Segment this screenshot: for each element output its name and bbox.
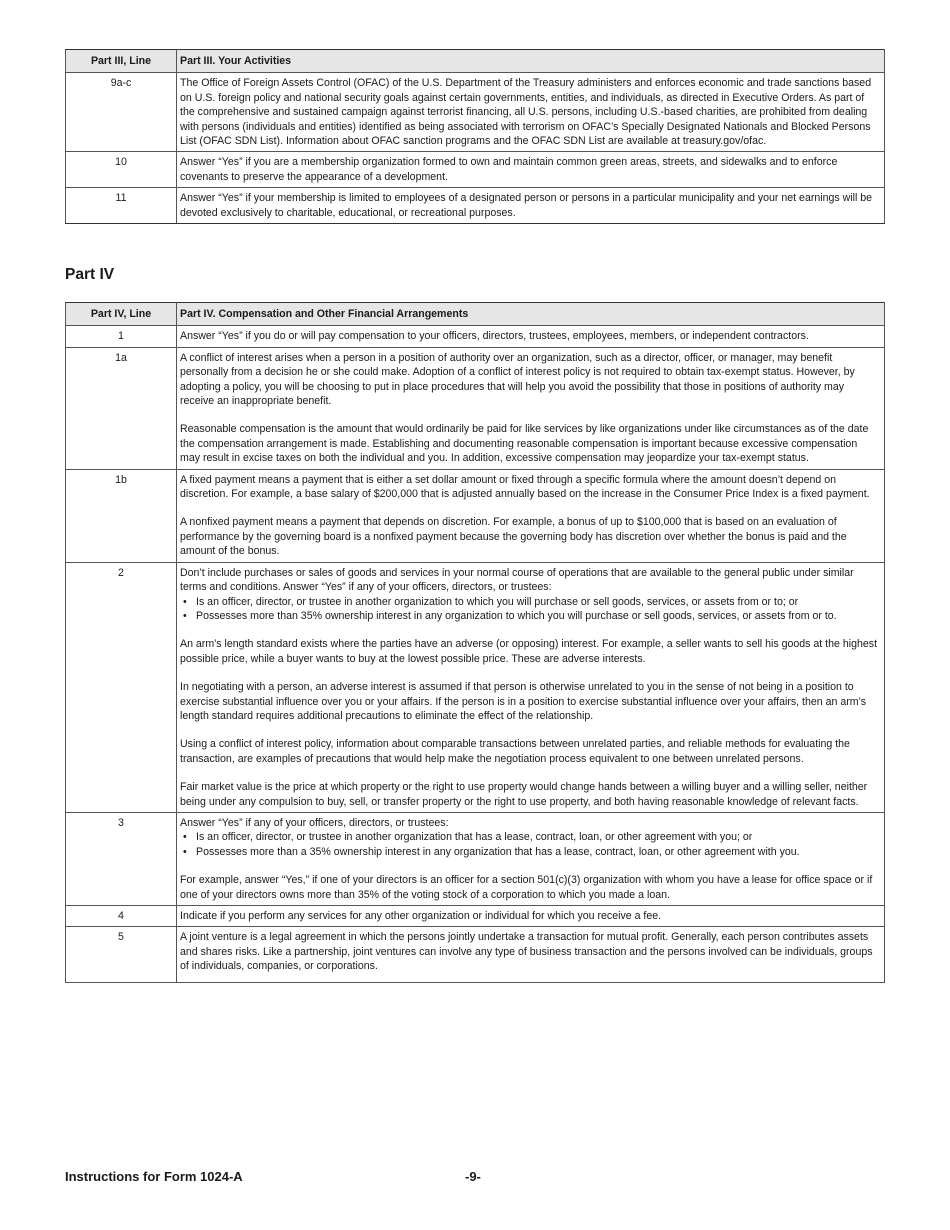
line-text (177, 469, 885, 562)
line-text: A joint venture is a legal agreement in which the persons jointly undertake a transaction for mutual profit. Generally, each person contributes assets and shares risks. Like a partnership, joint ventures can involve any type of business transaction and the persons involved can be individuals, groups of individuals, companies, or corporations. (177, 927, 885, 982)
line-number: 3 (66, 812, 177, 905)
line-text (177, 347, 885, 469)
paragraph: A fixed payment means a payment that is either a set dollar amount or fixed through a specific formula where the amount doesn’t depend on discretion. For example, a base salary of $200,000 that is adjusted annually based on the increase in the Consumer Price Index is a fixed payment. (180, 473, 870, 501)
line-text: Indicate if you perform any services for any other organization or individual for which you receive a fee. (177, 906, 885, 927)
bullet-item: • Is an officer, director, or trustee in another organization that has a lease, contract, loan, or other agreement with you; or (180, 830, 880, 844)
paragraph: In negotiating with a person, an adverse interest is assumed if that person is otherwise unrelated to you in the sense of not being in a position to exercise substantial influence over you or your affairs. If the person is in a position to exercise substantial influence over your affairs, then an arm’s length standard requires additional precautions to eliminate the effect of the relationship. (180, 681, 867, 722)
line-number: 11 (66, 188, 177, 224)
line-text: Answer “Yes” if you are a membership organization formed to own and maintain common green areas, streets, and sidewalks and to enforce covenants to preserve the appearance of a development. (177, 152, 885, 188)
bullet-item: • Possesses more than 35% ownership interest in any organization to which you will purchase or sell goods, services, or assets from or to. (180, 609, 880, 623)
part4-table (65, 302, 885, 983)
line-number: 1b (66, 469, 177, 562)
paragraph: A conflict of interest arises when a person in a position of authority over an organization, such as a director, officer, or manager, may benefit personally from a decision he or she could make. Adoption of a conflict of interest policy is not required to obtain tax-exempt status. However, by adopting a policy, you will be choosing to put in place procedures that will help you avoid the possibility that those in positions of authority may receive an inappropriate benefit. (180, 351, 855, 408)
table-header-row (66, 303, 885, 326)
table-row (66, 152, 885, 188)
paragraph (180, 566, 880, 624)
table-row (66, 326, 885, 347)
paragraph: Reasonable compensation is the amount that would ordinarily be paid for like services by like organizations under like circumstances as of the date the compensation arrangement is made. Establishing and documenting reasonable compensation is important because excessive compensation may result in excise taxes on both the individual and you. In addition, excessive compensation may jeopardize your tax-exempt status. (180, 423, 869, 465)
col-header-line: Part III, Line (66, 50, 177, 73)
line-number: 1a (66, 347, 177, 469)
paragraph: A nonfixed payment means a payment that depends on discretion. For example, a bonus of up to $100,000 that is based on an evaluation of performance by the governing board is a nonfixed payment because the governing body has discretion over whether the bonus is paid and the amount of the bonus. (180, 516, 847, 558)
table-row (66, 906, 885, 927)
paragraph-intro: Answer “Yes” if any of your officers, directors, or trustees: (180, 816, 449, 829)
line-number: 1 (66, 326, 177, 347)
line-number: 2 (66, 562, 177, 812)
line-number: 4 (66, 906, 177, 927)
bullet-item: • Possesses more than a 35% ownership interest in any organization that has a lease, contract, loan, or other agreement with you. (180, 845, 880, 859)
footer-form-title: Instructions for Form 1024-A (65, 1169, 243, 1184)
bullet-list (180, 830, 880, 859)
paragraph: Using a conflict of interest policy, information about comparable transactions between unrelated parties, and reliable methods for evaluating the transaction, are examples of precautions that would help make the negotiation process equivalent to one between unrelated persons. (180, 738, 850, 765)
col-header-title: Part IV. Compensation and Other Financial Arrangements (177, 303, 885, 326)
line-number: 5 (66, 927, 177, 982)
table-row (66, 927, 885, 982)
part3-table (65, 49, 885, 224)
section-heading: Part IV (65, 266, 115, 283)
paragraph (180, 816, 880, 859)
line-text: The Office of Foreign Assets Control (OFAC) of the U.S. Department of the Treasury administers and enforces economic and trade sanctions based on U.S. foreign policy and national security goals against certain governments, entities, and individuals, as directed in Executive Orders. As part of the comprehensive and sustained campaign against terrorist financing, all U.S. persons, including U.S.-based charities, are prohibited from dealing with persons (individuals and entities) identified as being associated with terrorism on OFAC’s Specially Designated Nationals and Blocked Persons List (OFAC SDN List). Information about OFAC sanction programs and the OFAC SDN List are available at treasury.gov/ofac. (177, 73, 885, 152)
table-row (66, 812, 885, 905)
paragraph: An arm’s length standard exists where the parties have an adverse (or opposing) interest. For example, a seller wants to sell his goods at the highest possible price, while a buyer wants to buy at the lowest possible price. These are adverse interests. (180, 638, 878, 665)
line-text: Answer “Yes” if you do or will pay compensation to your officers, directors, trustees, employees, members, or independent contractors. (177, 326, 885, 347)
bullet-list (180, 595, 880, 624)
table-row (66, 188, 885, 224)
line-number: 10 (66, 152, 177, 188)
table-header-row (66, 50, 885, 73)
col-header-title: Part III. Your Activities (177, 50, 885, 73)
table-row (66, 73, 885, 152)
line-text (177, 812, 885, 905)
paragraph: Fair market value is the price at which property or the right to use property would change hands between a willing buyer and a willing seller, neither being under any compulsion to buy, sell, or transfer property or the right to use property, and both having reasonable knowledge of relevant facts. (180, 781, 868, 808)
bullet-item: • Is an officer, director, or trustee in another organization to which you will purchase or sell goods, services, or assets from or to; or (180, 595, 880, 609)
table-row (66, 347, 885, 469)
line-number: 9a-c (66, 73, 177, 152)
table-row (66, 469, 885, 562)
footer-page-number: -9- (465, 1169, 481, 1184)
line-text (177, 562, 885, 812)
col-header-line: Part IV, Line (66, 303, 177, 326)
line-text: Answer “Yes” if your membership is limited to employees of a designated person or persons in a particular municipality and your net earnings will be devoted exclusively to charitable, educational, or recreational purposes. (177, 188, 885, 224)
table-row (66, 562, 885, 812)
paragraph-intro: Don’t include purchases or sales of goods and services in your normal course of operations that are available to the general public under similar terms and conditions. Answer “Yes” if any of your officers, directors, or trustees: (180, 566, 854, 594)
paragraph: For example, answer “Yes,” if one of your directors is an officer for a section 501(c)(3) organization with whom you have a lease for office space or if one of your directors owns more than 35% of the voting stock of a corporation to which you made a loan. (180, 874, 873, 901)
